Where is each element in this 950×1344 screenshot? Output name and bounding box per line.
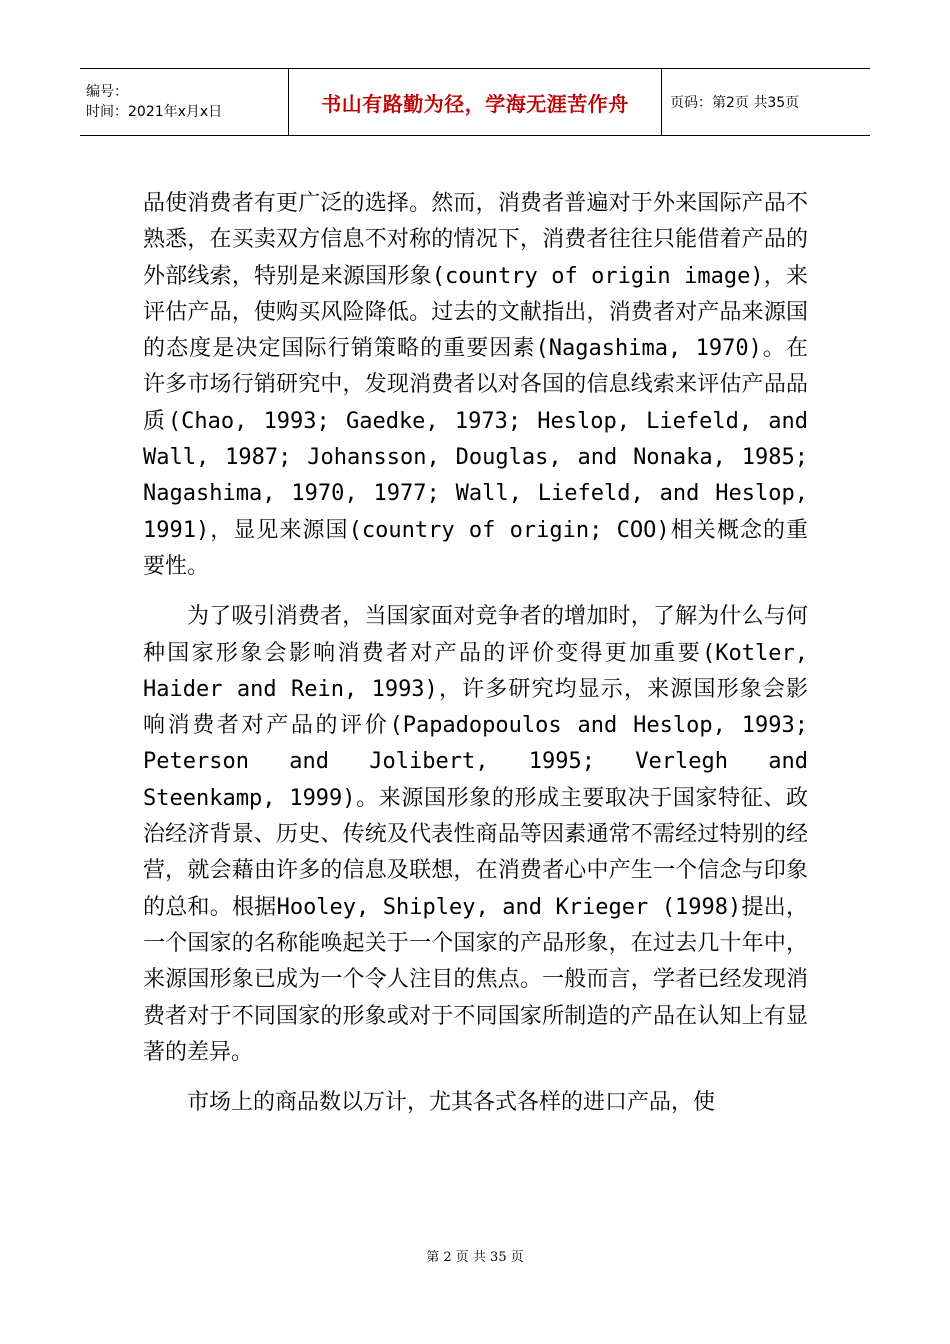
header-page-info: 页码：第2页 共35页 bbox=[670, 95, 800, 111]
page-footer: 第 2 页 共 35 页 bbox=[426, 1250, 524, 1265]
header-motto-cell bbox=[289, 69, 662, 136]
paragraph-3: 市场上的商品数以万计，尤其各式各样的进口产品，使 bbox=[187, 1090, 716, 1116]
paragraph-2: 为了吸引消费者，当国家面对竞争者的增加时，了解为什么与何种国家形象会影响消费者对产品的评价变得更加重要(Kotler, Haider and Rein, 1993)，许多研究均显示，来源国形象会影响消费者对产品的评价(Papadopoulos and Heslop, 1993; Peterson and Jolibert, 1995; Verlegh and Steenkamp, 1999)。来源国形象的形成主要取决于国家特征、政治经济背景、历史、传统及代表性商品等因素通常不需经过特别的经营，就会藉由许多的信息及联想，在消费者心中产生一个信念与印象的总和。根据Hooley, Shipley, and Krieger (1998)提出，一个国家的名称能唤起关于一个国家的产品形象，在过去几十年中，来源国形象已成为一个令人注目的焦点。一般而言，学者已经发现消费者对于不同国家的形象或对于不同国家所制造的产品在认知上有显著的差异。 bbox=[143, 604, 808, 1065]
page-header bbox=[80, 68, 870, 136]
document-body bbox=[143, 186, 808, 1135]
header-page-cell bbox=[662, 69, 871, 136]
header-motto: 书山有路勤为径，学海无涯苦作舟 bbox=[321, 91, 629, 116]
paragraph-1: 品使消费者有更广泛的选择。然而，消费者普遍对于外来国际产品不熟悉，在买卖双方信息不对称的情况下，消费者往往只能借着产品的外部线索，特别是来源国形象(country of origin image)，来评估产品，使购买风险降低。过去的文献指出，消费者对产品来源国的态度是决定国际行销策略的重要因素(Nagashima, 1970)。在许多市场行销研究中，发现消费者以对各国的信息线索来评估产品品质(Chao, 1993; Gaedke, 1973; Heslop, Liefeld, and Wall, 1987; Johansson, Douglas, and Nonaka, 1985; Nagashima, 1970, 1977; Wall, Liefeld, and Heslop, 1991)，显见来源国(country of origin; COO)相关概念的重要性。 bbox=[143, 191, 808, 579]
number-label: 编号： bbox=[86, 84, 128, 100]
time-label: 时间：2021年x月x日 bbox=[86, 104, 223, 120]
header-meta bbox=[80, 69, 289, 136]
